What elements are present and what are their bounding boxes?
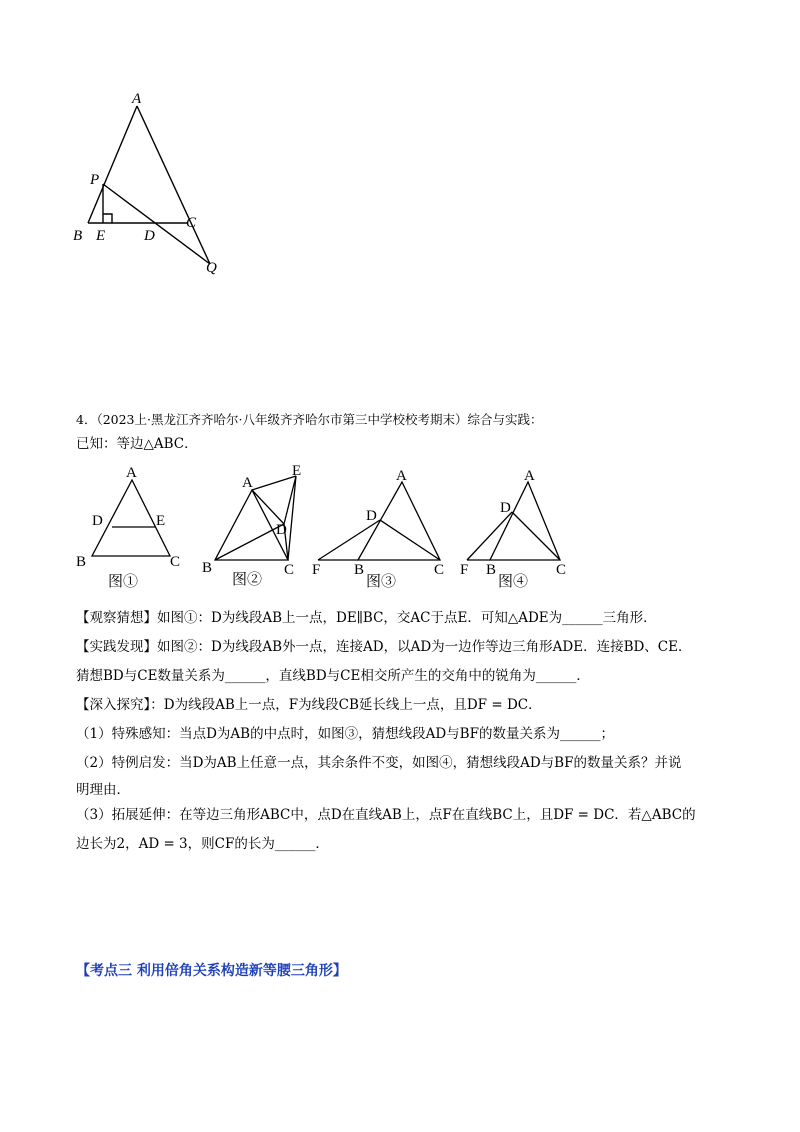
- fig4-fd: [467, 512, 512, 560]
- right-angle-mark: [103, 214, 112, 223]
- fig1-label-c: C: [170, 554, 181, 570]
- text-part-1: （1）特殊感知：当点D为AB的中点时，如图③，猜想线段AD与BF的数量关系为______；: [76, 726, 614, 742]
- text-observe-conjecture: 【观察猜想】如图①：D为线段AB上一点，DE∥BC，交AC于点E．可知△ADE为______三角形．: [76, 610, 657, 626]
- fig1-label-d: D: [92, 513, 103, 529]
- fig3-dc: [380, 520, 440, 560]
- text-practice-conjecture: 猜想BD与CE数量关系为______，直线BD与CE相交所产生的交角中的锐角为______．: [76, 668, 590, 684]
- fig4-label-d: D: [500, 500, 511, 516]
- fig4-caption: 图④: [498, 574, 529, 590]
- fig2-label-c: C: [284, 562, 295, 578]
- label-p: P: [90, 172, 100, 188]
- fig1-label-b: B: [76, 554, 87, 570]
- fig4-label-b: B: [486, 562, 497, 578]
- figure-top-triangle: [60, 90, 240, 290]
- fig4-label-a: A: [524, 468, 535, 484]
- label-d: D: [144, 228, 155, 244]
- fig3-label-a: A: [396, 468, 407, 484]
- fig4-label-f: F: [460, 562, 469, 578]
- label-e: E: [96, 228, 106, 244]
- fig3-label-f: F: [312, 562, 321, 578]
- fig3-label-b: B: [354, 562, 365, 578]
- text-deep-exploration: 【深入探究】：D为线段AB上一点，F为线段CB延长线上一点，且DF = DC．: [76, 697, 542, 713]
- label-q: Q: [206, 260, 217, 276]
- text-part-3-cont: 边长为2，AD = 3，则CF的长为______．: [76, 836, 329, 852]
- fig2-label-b: B: [202, 560, 213, 576]
- segment-ab: [88, 106, 137, 223]
- fig2-ae: [252, 476, 296, 490]
- fig2-label-d: D: [276, 522, 287, 538]
- fig1-caption: 图①: [108, 574, 139, 590]
- section-heading: 【考点三 利用倍角关系构造新等腰三角形】: [76, 963, 347, 979]
- fig3-caption: 图③: [366, 574, 397, 590]
- fig1-label-e: E: [156, 513, 166, 529]
- fig3-label-d: D: [366, 508, 377, 524]
- problem-known: 已知：等边△ABC．: [76, 436, 198, 452]
- fig4-label-c: C: [556, 562, 567, 578]
- fig2-ec: [288, 476, 296, 560]
- figures-row: [70, 462, 590, 592]
- fig1-label-a: A: [126, 465, 137, 481]
- fig4-triangle: [490, 482, 560, 560]
- text-practice-discovery: 【实践发现】如图②：D为线段AB外一点，连接AD，以AD为一边作等边三角形ADE．连接BD、CE．: [76, 639, 692, 655]
- fig3-fd: [318, 520, 380, 560]
- text-part-2-cont: 明理由．: [76, 782, 130, 798]
- label-c: C: [186, 215, 197, 231]
- fig2-label-a: A: [242, 475, 253, 491]
- fig2-bd: [215, 524, 284, 560]
- text-part-3: （3）拓展延伸：在等边三角形ABC中，点D在直线AB上，点F在直线BC上，且DF = DC．若△ABC的: [76, 807, 696, 823]
- fig4-dc: [512, 512, 560, 560]
- fig3-label-c: C: [434, 562, 445, 578]
- problem-header: 4．（2023上·黑龙江齐齐哈尔·八年级齐齐哈尔市第三中学校校考期末）综合与实践：: [76, 412, 543, 427]
- label-a: A: [132, 91, 142, 107]
- label-b: B: [73, 228, 83, 244]
- text-part-2: （2）特例启发：当D为AB上任意一点，其余条件不变，如图④，猜想线段AD与BF的数量关系？并说: [76, 755, 682, 771]
- fig2-caption: 图②: [232, 572, 263, 588]
- fig2-ad: [252, 490, 284, 524]
- fig2-label-e: E: [292, 463, 302, 479]
